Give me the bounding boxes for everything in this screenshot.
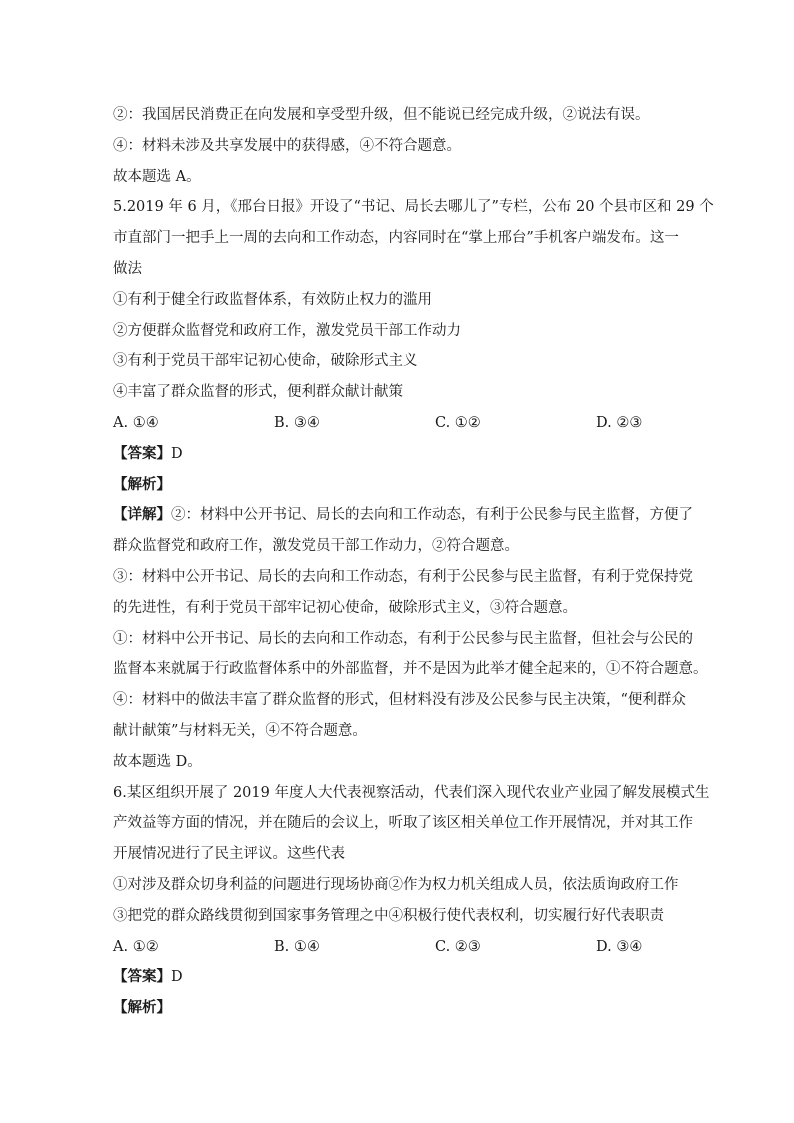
document-body bbox=[113, 100, 714, 1024]
statement-line: ②方便群众监督党和政府工作，激发党员干部工作动力 bbox=[113, 322, 461, 339]
explanation-text: ②：材料中公开书记、局长的去向和工作动态，有利于公民参与民主监督，方便了 bbox=[171, 507, 693, 524]
analysis-label: 【解析】 bbox=[113, 475, 171, 493]
statement-line: ③有利于党员干部牢记初心使命，破除形式主义 bbox=[113, 353, 418, 370]
option-d: D. ②③ bbox=[596, 414, 643, 431]
answer-label: 【答案】 bbox=[113, 968, 171, 986]
option-c: C. ②③ bbox=[435, 938, 481, 955]
explanation-line: 献计献策”与材料无关，④不符合题意。 bbox=[113, 722, 367, 739]
explanation-line: ①：材料中公开书记、局长的去向和工作动态，有利于公民参与民主监督，但社会与公民的 bbox=[113, 630, 693, 647]
explanation-line: 的先进性，有利于党员干部牢记初心使命，破除形式主义，③符合题意。 bbox=[113, 599, 577, 616]
question-stem-line: 5.2019 年 6 月，《邢台日报》开设了“书记、局长去哪儿了”专栏，公布 20 个县市区和 29 个 bbox=[113, 199, 714, 216]
option-a: A. ①② bbox=[113, 938, 159, 955]
question-stem-line: 产效益等方面的情况，并在随后的会议上，听取了该区相关单位工作开展情况，并对其工作 bbox=[113, 815, 693, 832]
statement-line: ①有利于健全行政监督体系，有效防止权力的滥用 bbox=[113, 291, 432, 308]
question-5 bbox=[113, 192, 714, 777]
explanation-line bbox=[113, 500, 693, 531]
question-stem-line: 6.某区组织开展了 2019 年度人大代表视察活动，代表们深入现代农业产业园了解发展模式生 bbox=[113, 784, 710, 801]
explanation-line: 监督本来就属于行政监督体系中的外部监督，并不是因为此举才健全起来的，①不符合题意。 bbox=[113, 661, 708, 678]
detail-label: 【详解】 bbox=[113, 506, 171, 524]
explanation-line: 故本题选 D。 bbox=[113, 753, 202, 770]
answer-options bbox=[113, 408, 683, 439]
answer-options bbox=[113, 932, 683, 963]
answer-value: D bbox=[171, 969, 183, 986]
statement-line: ④丰富了群众监督的形式，便利群众献计献策 bbox=[113, 384, 403, 401]
explanation-line: 群众监督党和政府工作，激发党员干部工作动力，②符合题意。 bbox=[113, 538, 519, 555]
option-c: C. ①② bbox=[435, 414, 481, 431]
option-d: D. ③④ bbox=[596, 938, 643, 955]
option-b: B. ①④ bbox=[274, 938, 320, 955]
analysis-label: 【解析】 bbox=[113, 999, 171, 1017]
question-6 bbox=[113, 778, 710, 1024]
answer-line bbox=[113, 439, 683, 470]
option-b: B. ③④ bbox=[274, 414, 320, 431]
text-line: ②：我国居民消费正在向发展和享受型升级，但不能说已经完成升级，②说法有误。 bbox=[113, 107, 650, 123]
explanation-line: ④：材料中的做法丰富了群众监督的形式，但材料没有涉及公民参与民主决策，“便利群众 bbox=[113, 692, 686, 709]
explanation-line: ③：材料中公开书记、局长的去向和工作动态，有利于公民参与民主监督，有利于党保持党 bbox=[113, 568, 693, 585]
answer-label: 【答案】 bbox=[113, 444, 171, 462]
question-stem-line: ①对涉及群众切身利益的问题进行现场协商②作为权力机关组成人员，依法质询政府工作 bbox=[113, 876, 679, 893]
answer-line bbox=[113, 962, 683, 993]
question-stem-line: 市直部门一把手上一周的去向和工作动态，内容同时在“掌上邢台”手机客户端发布。这一 bbox=[113, 230, 679, 247]
question-stem-line: 开展情况进行了民主评议。这些代表 bbox=[113, 846, 345, 863]
answer-value: D bbox=[171, 445, 183, 462]
text-line: ④：材料未涉及共享发展中的获得感，④不符合题意。 bbox=[113, 137, 461, 154]
text-line: 故本题选 A。 bbox=[113, 168, 201, 185]
question-stem-line: ③把党的群众路线贯彻到国家事务管理之中④积极行使代表权利，切实履行好代表职责 bbox=[113, 907, 664, 924]
question-stem-line: 做法 bbox=[113, 260, 142, 277]
option-a: A. ①④ bbox=[113, 414, 159, 431]
